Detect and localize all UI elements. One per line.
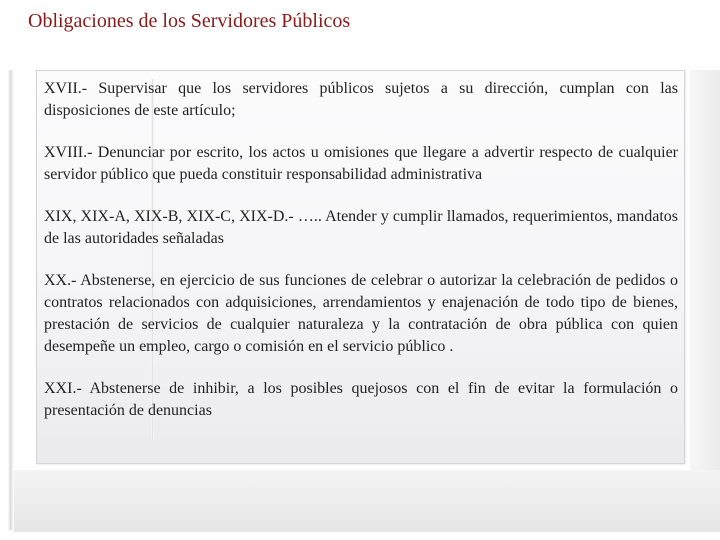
paragraph-xxi: XXI.- Abstenerse de inhibir, a los posibles quejosos con el fin de evitar la formulación o presentación de denuncias (44, 380, 678, 419)
paragraph-xx: XX.- Abstenerse, en ejercicio de sus funciones de celebrar o autorizar la celebración de pedidos o contratos relacionados con adquisiciones, arrendamientos y enajenación de todo tipo de bienes, prestación de servicios de cualquier naturaleza y la contratación de obra pública con quien desempeñe un empleo, cargo o comisión en el servicio público . (44, 272, 678, 355)
paragraph-list (44, 78, 678, 442)
paragraph-xviii: XVIII.- Denunciar por escrito, los actos u omisiones que llegare a advertir respecto de cualquier servidor público que pueda constituir responsabilidad administrativa (44, 144, 678, 183)
paragraph-xvii: XVII.- Supervisar que los servidores públicos sujetos a su dirección, cumplan con las disposiciones de este artículo; (44, 80, 678, 119)
paragraph-xix: XIX, XIX-A, XIX-B, XIX-C, XIX-D.- ….. Atender y cumplir llamados, requerimientos, mandatos de las autoridades señaladas (44, 208, 678, 247)
bottom-decorative-band (14, 470, 720, 532)
slide-title: Obligaciones de los Servidores Públicos (28, 10, 351, 32)
right-decorative-band (690, 70, 720, 532)
left-decorative-rule (8, 70, 14, 530)
content-box (36, 70, 685, 464)
